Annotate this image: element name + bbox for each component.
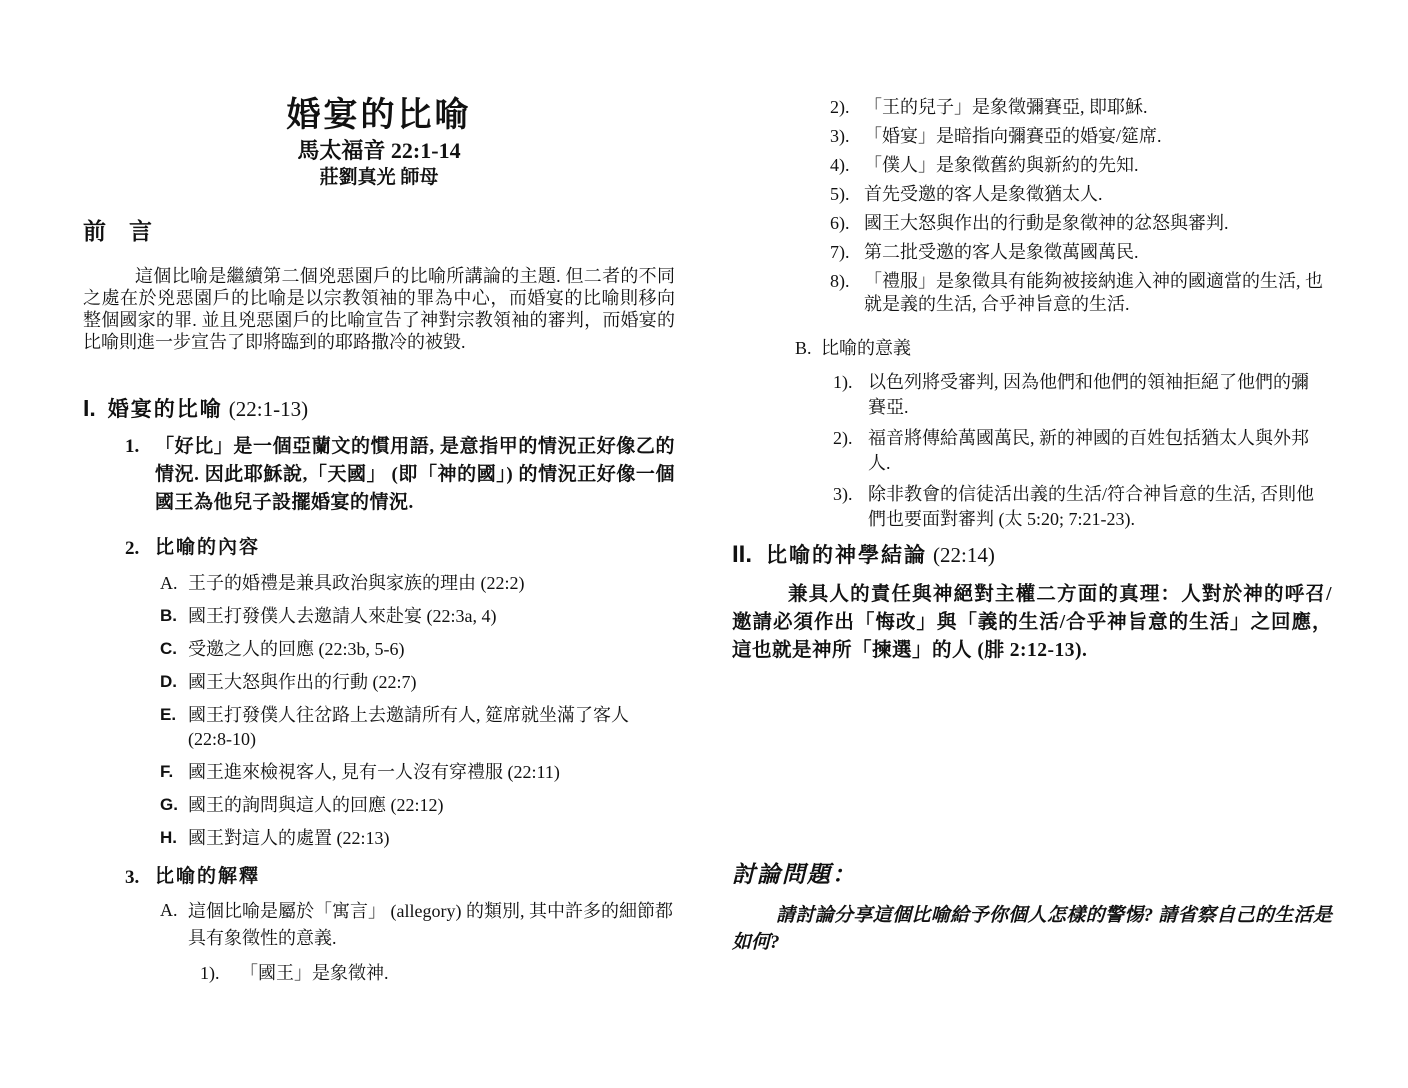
parable-content-list <box>83 571 675 850</box>
content-item-d <box>160 670 675 694</box>
meaning-item-2-text: 福音將傳給萬國萬民, 新的神國的百姓包括猶太人與外邦人. <box>868 428 1309 473</box>
symbol-item-6 <box>830 212 1332 235</box>
symbol-item-8-text: 「禮服」是象徵具有能夠被接納進入神的國適當的生活, 也就是義的生活, 合乎神旨意的生活. <box>864 271 1323 314</box>
content-item-h <box>160 826 675 850</box>
meaning-list <box>732 370 1332 532</box>
meaning-item-3-text: 除非教會的信徒活出義的生活/符合神旨意的生活, 否則他們也要面對審判 (太 5:20; 7:21-23). <box>868 484 1314 529</box>
content-item-h-letter: H. <box>160 828 177 847</box>
foreword-heading: 前 言 <box>83 219 152 244</box>
symbol-item-3-text: 「婚宴」是暗指向彌賽亞的婚宴/筵席. <box>864 126 1162 146</box>
section-1-numeral: I. <box>83 395 96 421</box>
right-column <box>732 88 1332 956</box>
content-item-a <box>160 571 675 595</box>
meaning-item-1-number: 1). <box>833 372 853 392</box>
symbol-item-7-number: 7). <box>830 242 850 262</box>
meaning-item-3-number: 3). <box>833 484 853 504</box>
section-2-ref: (22:14) <box>933 543 995 567</box>
content-item-e-text: 國王打發僕人往岔路上去邀請所有人, 筵席就坐滿了客人 (22:8-10) <box>188 705 629 749</box>
interpretation-a-text: 這個比喻是屬於「寓言」 (allegory) 的類別, 其中許多的細節都具有象徵性的意義. <box>188 901 673 948</box>
discussion-heading: 討論問題： <box>732 862 857 887</box>
section-2-numeral: II. <box>732 541 753 568</box>
symbol-item-2 <box>830 96 1332 119</box>
section-2-heading <box>732 540 1332 573</box>
content-item-g-text: 國王的詢問與這人的回應 (22:12) <box>188 795 444 815</box>
content-item-d-text: 國王大怒與作出的行動 (22:7) <box>188 672 417 692</box>
point-1 <box>125 433 675 517</box>
left-column <box>83 95 675 985</box>
meaning-item-2-number: 2). <box>833 428 853 448</box>
meaning-item-1 <box>833 370 1332 420</box>
point-3-title: 比喻的解釋 <box>155 866 261 887</box>
symbol-list <box>732 96 1332 316</box>
content-item-f-letter: F. <box>160 762 174 781</box>
point-2-number: 2. <box>125 538 140 559</box>
symbol-item-5-text: 首先受邀的客人是象徵猶太人. <box>864 184 1103 204</box>
foreword-paragraph: 這個比喻是繼續第二個兇惡園戶的比喻所講論的主題. 但二者的不同之處在於兇惡園戶的比喻是以宗教領袖的罪為中心，而婚宴的比喻則移向整個國家的罪. 並且兇惡園戶的比喻宣告了神對宗教領袖的審判，而婚宴的比喻則進一步宣告了即將臨到的耶路撒冷的被毀. <box>83 266 675 352</box>
symbol-item-4-number: 4). <box>830 155 850 175</box>
page-title: 婚宴的比喻 <box>286 97 472 134</box>
author-name: 莊劉真光 師母 <box>319 167 439 188</box>
symbol-item-3-number: 3). <box>830 126 850 146</box>
discussion-paragraph: 請討論分享這個比喻給予你個人怎樣的警惕? 請省察自己的生活是如何? <box>732 905 1332 953</box>
section-2-title: 比喻的神學結論 <box>766 543 928 567</box>
point-3-number: 3. <box>125 867 140 888</box>
content-item-c-letter: C. <box>160 639 177 658</box>
section-1-title: 婚宴的比喻 <box>107 397 223 421</box>
content-item-b <box>160 604 675 628</box>
theology-paragraph: 兼具人的責任與神絕對主權二方面的真理：人對於神的呼召/邀請必須作出「悔改」與「義的生活/合乎神旨意的生活」之回應，這也就是神所「揀選」的人 (腓 2:12-13). <box>732 584 1332 661</box>
point-2-heading <box>125 535 675 563</box>
symbol-item-7 <box>830 241 1332 264</box>
content-item-c-text: 受邀之人的回應 (22:3b, 5-6) <box>188 639 405 659</box>
content-item-f <box>160 760 675 784</box>
symbol-item-6-number: 6). <box>830 213 850 233</box>
meaning-b-heading <box>795 336 1332 360</box>
content-item-a-letter: A. <box>160 573 178 593</box>
content-item-f-text: 國王進來檢視客人, 見有一人沒有穿禮服 (22:11) <box>188 762 560 782</box>
meaning-item-2 <box>833 426 1332 476</box>
meaning-b-title: 比喻的意義 <box>821 338 911 358</box>
content-item-d-letter: D. <box>160 672 177 691</box>
interpretation-a <box>160 898 675 952</box>
symbol-item-5-number: 5). <box>830 184 850 204</box>
symbol-item-8-number: 8). <box>830 271 850 291</box>
symbol-item-3 <box>830 125 1332 148</box>
symbol-item-6-text: 國王大怒與作出的行動是象徵神的忿怒與審判. <box>864 213 1229 233</box>
symbol-item-1 <box>200 961 675 985</box>
meaning-item-3 <box>833 482 1332 532</box>
symbol-item-5 <box>830 183 1332 206</box>
content-item-e <box>160 703 675 751</box>
meaning-b-letter: B. <box>795 338 812 358</box>
scripture-reference: 馬太福音 22:1-14 <box>297 138 461 163</box>
content-item-b-letter: B. <box>160 606 177 625</box>
section-1-ref: (22:1-13) <box>228 397 309 421</box>
document-header <box>83 95 675 191</box>
symbol-item-4 <box>830 154 1332 177</box>
content-item-a-text: 王子的婚禮是兼具政治與家族的理由 (22:2) <box>188 573 525 593</box>
symbol-item-1-text: 「國王」是象徵神. <box>240 963 389 983</box>
content-item-h-text: 國王對這人的處置 (22:13) <box>188 828 390 848</box>
point-3-heading <box>125 864 675 892</box>
symbol-item-4-text: 「僕人」是象徵舊約與新約的先知. <box>864 155 1139 175</box>
content-item-g-letter: G. <box>160 795 178 814</box>
symbol-item-7-text: 第二批受邀的客人是象徵萬國萬民. <box>864 242 1139 262</box>
symbol-item-8 <box>830 270 1332 316</box>
content-item-b-text: 國王打發僕人去邀請人來赴宴 (22:3a, 4) <box>188 606 497 626</box>
section-1-heading <box>83 393 675 427</box>
symbol-item-2-number: 2). <box>830 97 850 117</box>
point-1-text: 「好比」是一個亞蘭文的慣用語, 是意指甲的情況正好像乙的情況. 因此耶穌說,「天國」 (即「神的國」) 的情況正好像一個國王為他兒子設擺婚宴的情況. <box>155 436 675 513</box>
content-item-c <box>160 637 675 661</box>
point-2-title: 比喻的內容 <box>155 537 261 558</box>
content-item-g <box>160 793 675 817</box>
meaning-item-1-text: 以色列將受審判, 因為他們和他們的領袖拒絕了他們的彌賽亞. <box>868 372 1309 417</box>
symbol-item-2-text: 「王的兒子」是象徵彌賽亞, 即耶穌. <box>864 97 1148 117</box>
content-item-e-letter: E. <box>160 705 177 724</box>
point-1-number: 1. <box>125 436 140 457</box>
interpretation-a-letter: A. <box>160 900 178 920</box>
symbol-item-1-number: 1). <box>200 963 220 983</box>
